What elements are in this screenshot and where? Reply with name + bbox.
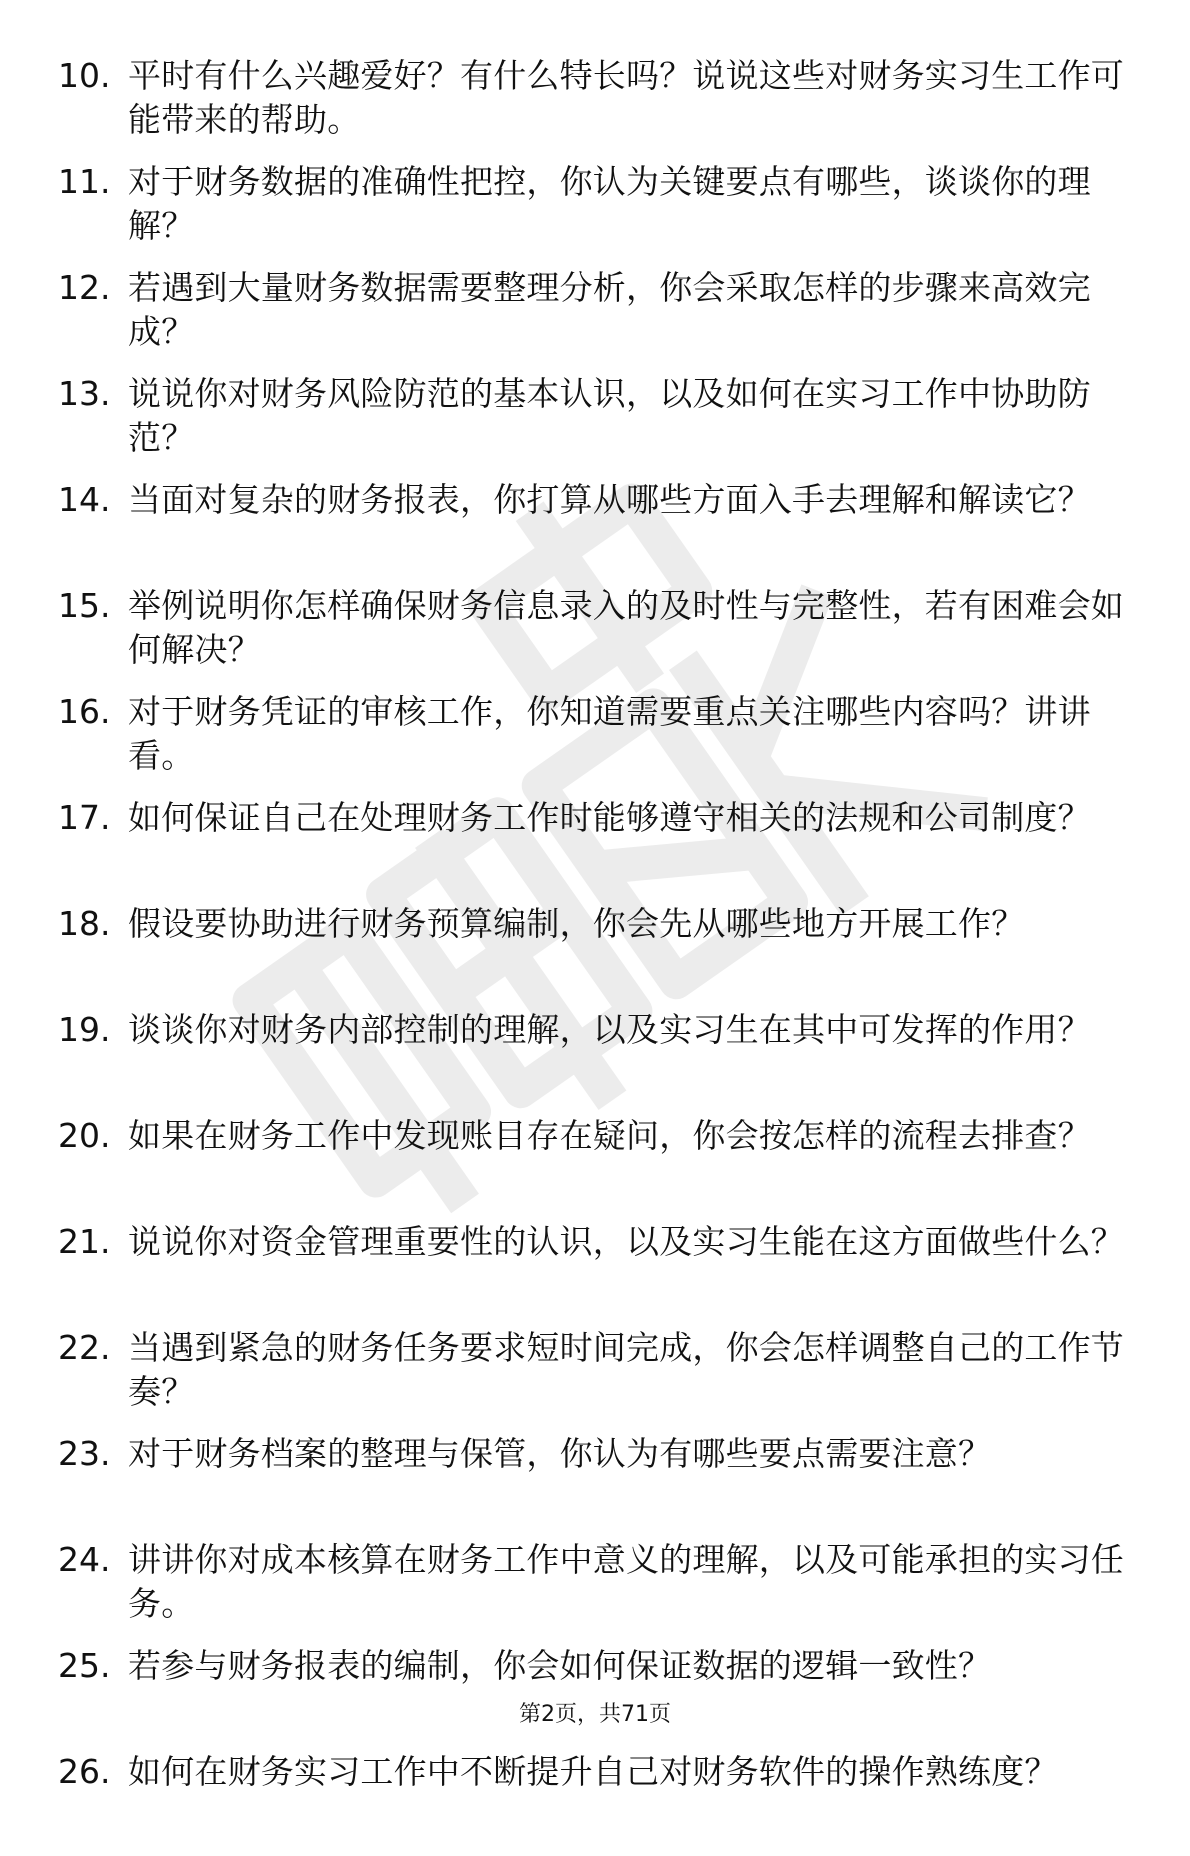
question-text: 讲讲你对成本核算在财务工作中意义的理解，以及可能承担的实习任务。 (128, 1540, 1124, 1623)
question-text: 如果在财务工作中发现账目存在疑问，你会按怎样的流程去排查？ (128, 1116, 1091, 1155)
question-item (0, 1644, 1190, 1750)
question-item (0, 1326, 1190, 1432)
question-item (0, 160, 1190, 266)
question-number: 20. (58, 1116, 111, 1155)
question-text: 对于财务数据的准确性把控，你认为关键要点有哪些，谈谈你的理解？ (128, 162, 1091, 245)
question-item (0, 372, 1190, 478)
question-list (0, 54, 1190, 1856)
question-item (0, 1114, 1190, 1220)
question-text: 如何保证自己在处理财务工作时能够遵守相关的法规和公司制度？ (128, 798, 1091, 837)
question-text: 谈谈你对财务内部控制的理解，以及实习生在其中可发挥的作用？ (128, 1010, 1091, 1049)
question-text: 说说你对资金管理重要性的认识，以及实习生能在这方面做些什么？ (128, 1222, 1124, 1261)
question-number: 21. (58, 1222, 111, 1261)
question-number: 12. (58, 268, 111, 307)
question-text: 平时有什么兴趣爱好？有什么特长吗？说说这些对财务实习生工作可能带来的帮助。 (128, 56, 1124, 139)
question-text: 举例说明你怎样确保财务信息录入的及时性与完整性，若有困难会如何解决？ (128, 586, 1124, 669)
question-item (0, 1432, 1190, 1538)
question-number: 17. (58, 798, 111, 837)
question-item (0, 266, 1190, 372)
question-number: 16. (58, 692, 111, 731)
question-text: 若参与财务报表的编制，你会如何保证数据的逻辑一致性？ (128, 1646, 992, 1685)
question-text: 当面对复杂的财务报表，你打算从哪些方面入手去理解和解读它？ (128, 480, 1091, 519)
question-item (0, 1008, 1190, 1114)
question-item (0, 584, 1190, 690)
question-item (0, 1750, 1190, 1856)
question-number: 10. (58, 56, 111, 95)
question-item (0, 690, 1190, 796)
question-number: 26. (58, 1752, 111, 1791)
question-number: 23. (58, 1434, 111, 1473)
question-item (0, 1538, 1190, 1644)
question-item (0, 902, 1190, 1008)
question-text: 对于财务档案的整理与保管，你认为有哪些要点需要注意？ (128, 1434, 992, 1473)
question-item (0, 796, 1190, 902)
question-text: 如何在财务实习工作中不断提升自己对财务软件的操作熟练度？ (128, 1752, 1058, 1791)
question-text: 对于财务凭证的审核工作，你知道需要重点关注哪些内容吗？讲讲看。 (128, 692, 1091, 775)
question-number: 24. (58, 1540, 111, 1579)
question-number: 11. (58, 162, 111, 201)
question-item (0, 54, 1190, 160)
question-number: 13. (58, 374, 111, 413)
question-number: 19. (58, 1010, 111, 1049)
question-item (0, 478, 1190, 584)
question-number: 22. (58, 1328, 111, 1367)
question-text: 当遇到紧急的财务任务要求短时间完成，你会怎样调整自己的工作节奏？ (128, 1328, 1124, 1411)
question-number: 18. (58, 904, 111, 943)
question-item (0, 1220, 1190, 1326)
page-footer: 第2页，共71页 (519, 1702, 671, 1727)
question-text: 说说你对财务风险防范的基本认识，以及如何在实习工作中协助防范？ (128, 374, 1091, 457)
question-text: 若遇到大量财务数据需要整理分析，你会采取怎样的步骤来高效完成？ (128, 268, 1091, 351)
question-number: 25. (58, 1646, 111, 1685)
question-number: 15. (58, 586, 111, 625)
question-text: 假设要协助进行财务预算编制，你会先从哪些地方开展工作？ (128, 904, 1025, 943)
question-number: 14. (58, 480, 111, 519)
